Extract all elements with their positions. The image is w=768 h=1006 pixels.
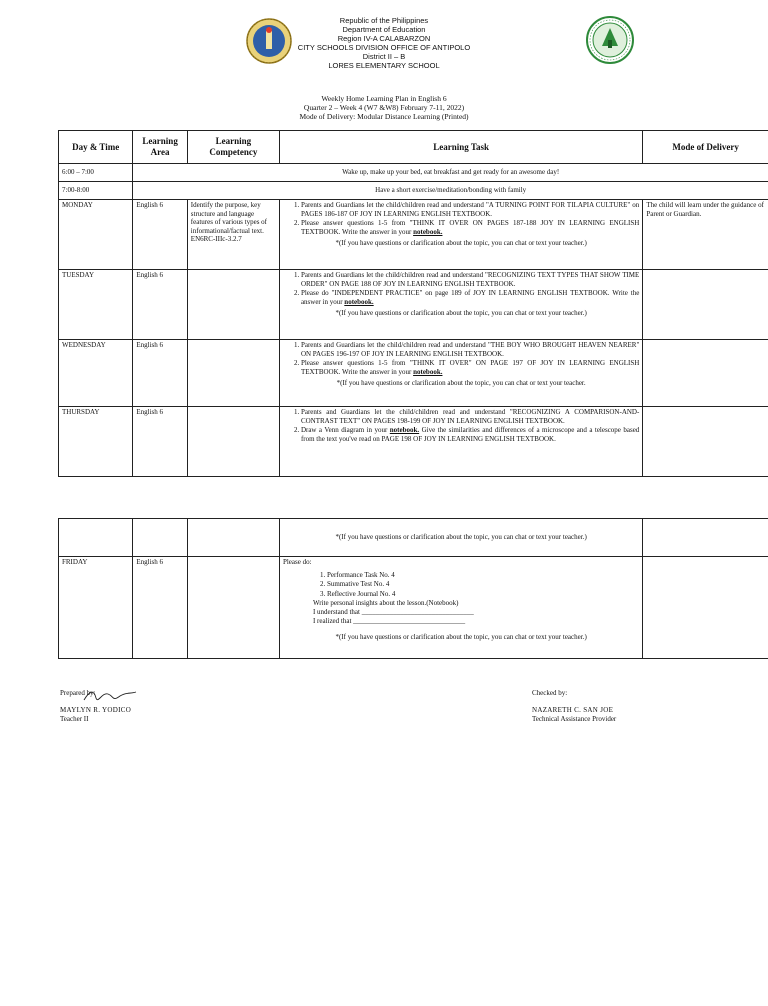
- routine-text: Wake up, make up your bed, eat breakfast and get ready for an awesome day!: [133, 164, 768, 182]
- header-republic: Republic of the Philippines: [339, 16, 429, 25]
- checked-by-name: NAZARETH C. SAN JOE: [532, 706, 614, 714]
- task-item: 1. Parents and Guardians let the child/children read and understand "RECOGNIZING TEXT TYPES THAT SHOW TIME ORDER" ON PAGE 188 OF JOY IN LEARNING ENGLISH TEXTBOOK.: [301, 271, 639, 288]
- day-thursday: THURSDAY: [59, 407, 133, 477]
- task-cell: [279, 200, 642, 270]
- header-learning-competency: Learning Competency: [187, 131, 279, 164]
- friday-intro: Please do:: [282, 558, 312, 566]
- header-learning-task: Learning Task: [279, 131, 642, 164]
- day-friday: FRIDAY: [59, 557, 133, 659]
- plan-quarter: Quarter 2 – Week 4 (W7 &W8) February 7-11, 2022): [303, 103, 465, 112]
- time-cell: 6:00 – 7:00: [59, 164, 133, 182]
- header-day-time: Day & Time: [59, 131, 133, 164]
- checked-by-label: Checked by:: [532, 689, 568, 697]
- day-tuesday: TUESDAY: [59, 270, 133, 340]
- task-item: 2. Please do "INDEPENDENT PRACTICE" on page 189 of JOY IN LEARNING ENGLISH TEXTBOOK. Write the answer in your notebook.: [301, 289, 639, 306]
- task-cell: [279, 519, 642, 557]
- help-note: *(If you have questions or clarification about the topic, you can chat or text your teacher.: [336, 379, 586, 388]
- area-cell: English 6: [133, 407, 187, 477]
- competency-cell: Identify the purpose, key structure and language features of various types of informational/factual text. EN6RC-IIIc-3.2.7: [187, 200, 279, 270]
- prepared-by-label: Prepared by:: [60, 689, 96, 697]
- task-cell: [279, 557, 642, 659]
- prepared-by-title: Teacher II: [60, 715, 89, 723]
- header-mode-of-delivery: Mode of Delivery: [643, 131, 768, 164]
- help-note: *(If you have questions or clarification about the topic, you can chat or text your teacher.): [335, 533, 587, 542]
- task-item: 2. Draw a Venn diagram in your notebook. Give the similarities and differences of a microscope and a telescope based from the text you've read on PAGE 198 OF JOY IN LEARNING ENGLISH TEXTBOOK.: [301, 426, 639, 443]
- reflection-line: I realized that ________________________________: [312, 616, 466, 625]
- task-cell: [279, 270, 642, 340]
- routine-text: Have a short exercise/meditation/bonding with family: [133, 182, 768, 200]
- time-cell: 7:00-8:00: [59, 182, 133, 200]
- task-item: 1. Parents and Guardians let the child/children read and understand "A TURNING POINT FOR TILAPIA CULTURE" on PAGES 186-187 OF JOY IN LEARNING ENGLISH TEXTBOOK.: [301, 201, 639, 218]
- task-item: 1. Parents and Guardians let the child/children read and understand "THE BOY WHO BROUGHT HEAVEN NEARER" ON PAGES 196-197 OF JOY IN LEARNING ENGLISH TEXTBOOK.: [301, 341, 639, 358]
- area-cell: English 6: [133, 340, 187, 407]
- task-item: 3. Reflective Journal No. 4: [327, 590, 639, 599]
- plan-mode: Mode of Delivery: Modular Distance Learning (Printed): [299, 112, 469, 121]
- header-department: Department of Education: [342, 25, 426, 34]
- task-cell: [279, 407, 642, 477]
- mode-cell: The child will learn under the guidance of Parent or Guardian.: [643, 200, 768, 270]
- task-item: 2. Please answer questions 1-5 from "THINK IT OVER ON PAGES 187-188 JOY IN LEARNING ENGLISH TEXTBOOK. Write the answer in your notebook.: [301, 219, 639, 236]
- header-school: LORES ELEMENTARY SCHOOL: [328, 61, 440, 70]
- task-item: 1. Performance Task No. 4: [327, 571, 639, 580]
- plan-title: Weekly Home Learning Plan in English 6: [321, 94, 447, 103]
- day-monday: MONDAY: [59, 200, 133, 270]
- day-wednesday: WEDNESDAY: [59, 340, 133, 407]
- learning-plan-table-continued: [58, 518, 768, 659]
- checked-by-title: Technical Assistance Provider: [532, 715, 617, 723]
- area-cell: English 6: [133, 200, 187, 270]
- prepared-by-name: MAYLYN R. YODICO: [60, 706, 132, 714]
- reflection-line: I understand that ________________________________: [312, 607, 474, 616]
- reflection-line: Write personal insights about the lesson.(Notebook): [312, 599, 459, 608]
- signature-scribble: [82, 688, 140, 706]
- header-division: CITY SCHOOLS DIVISION OFFICE OF ANTIPOLO: [297, 43, 471, 52]
- header-district: District II – B: [362, 52, 406, 61]
- learning-plan-table: [58, 130, 768, 477]
- task-item: 2. Summative Test No. 4: [327, 580, 639, 589]
- area-cell: English 6: [133, 270, 187, 340]
- help-note: *(If you have questions or clarification about the topic, you can chat or text your teacher.): [335, 309, 587, 318]
- area-cell: English 6: [133, 557, 187, 659]
- task-item: 1. Parents and Guardians let the child/children read and understand "RECOGNIZING A COMPARISON-AND-CONTRAST TEXT" ON PAGES 198-199 OF JOY IN LEARNING ENGLISH TEXTBOOK.: [301, 408, 639, 425]
- help-note: *(If you have questions or clarification about the topic, you can chat or text your teacher.): [335, 239, 587, 248]
- header-region: Region IV-A CALABARZON: [337, 34, 431, 43]
- header-learning-area: Learning Area: [133, 131, 187, 164]
- help-note: *(If you have questions or clarification about the topic, you can chat or text your teacher.): [335, 633, 587, 642]
- task-cell: [279, 340, 642, 407]
- task-item: 2. Please answer questions 1-5 from "THINK IT OVER" ON PAGE 197 OF JOY IN LEARNING ENGLISH TEXTBOOK. Write the answer in your notebook.: [301, 359, 639, 376]
